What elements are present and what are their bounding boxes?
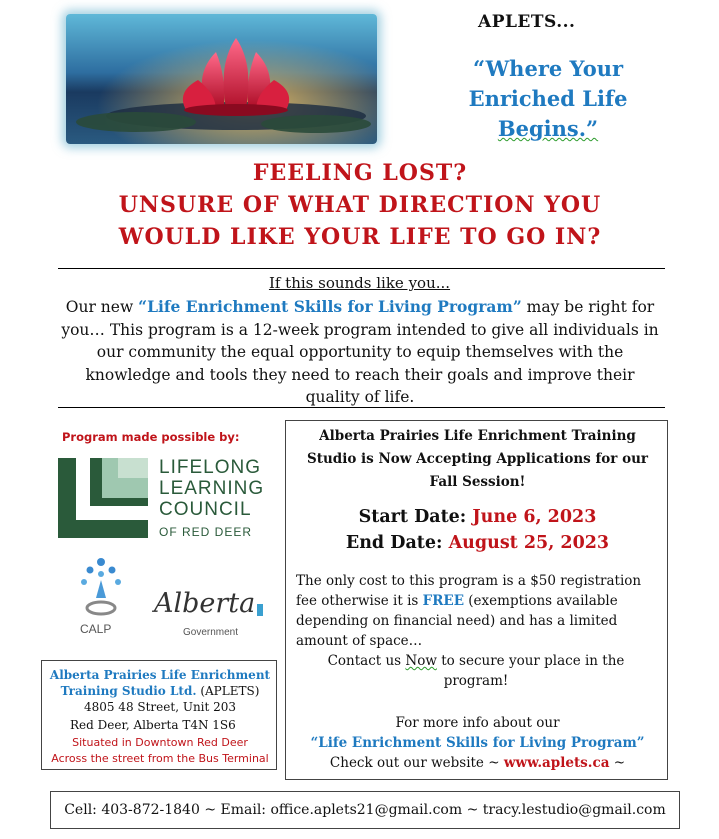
contact-text: Contact us Now to secure your place in the program!	[327, 653, 625, 689]
location-note: Across the street from the Bus Terminal	[51, 752, 269, 765]
headline-line: WOULD LIKE YOUR LIFE TO GO IN?	[118, 224, 602, 250]
sponsor-label: Program made possible by:	[62, 430, 240, 444]
divider	[58, 407, 665, 408]
info-heading: Alberta Prairies Life Enrichment Training Studio is Now Accepting Applications for our Fall Session!	[306, 428, 649, 490]
tagline-line: “Where Your	[472, 56, 624, 81]
alberta-logo: Alberta	[154, 588, 256, 619]
llc-line: LIFELONG	[159, 457, 261, 478]
org-name: Alberta Prairies Life Enrichment	[49, 668, 271, 682]
headline-line: UNSURE OF WHAT DIRECTION YOU	[118, 192, 602, 218]
headline-line: FEELING LOST?	[252, 160, 468, 186]
alberta-logo-mark	[257, 604, 263, 616]
brand-name: APLETS...	[478, 12, 576, 32]
tagline-line: Enriched Life	[468, 86, 628, 111]
info-box	[285, 420, 668, 780]
llc-line: LEARNING	[159, 478, 265, 499]
start-date: Start Date: June 6, 2023	[358, 507, 597, 527]
intro-body: Our new “Life Enrichment Skills for Living Program” may be right for you… This program is a 12-week program intended to give all individuals in our community the equal opportunity to equip themselves with the knowledge and tools they need to reach their goals and improve their quality of life.	[61, 297, 659, 406]
tagline-line: Begins.”	[497, 116, 599, 141]
llc-line: OF RED DEER	[159, 525, 253, 539]
alberta-gov-label: Government	[183, 627, 239, 638]
llc-line: COUNCIL	[159, 499, 252, 520]
lotus-flower-image	[66, 14, 377, 144]
divider	[58, 268, 665, 269]
cost-text: The only cost to this program is a $50 registration fee otherwise it is FREE (exemptions available depending on financial need) and has a limited amount of space…	[296, 573, 642, 649]
contact-footer: Cell: 403-872-1840 ~ Email: office.aplets21@gmail.com ~ tracy.lestudio@gmail.com	[50, 791, 680, 829]
street-address: 4805 48 Street, Unit 203	[83, 700, 237, 714]
intro-lead: If this sounds like you...	[268, 274, 451, 292]
address-box	[41, 660, 277, 770]
website-link[interactable]: www.aplets.ca	[503, 755, 610, 771]
program-name: “Life Enrichment Skills for Living Program”	[138, 297, 522, 316]
city-address: Red Deer, Alberta T4N 1S6	[70, 718, 236, 732]
org-name: Training Studio Ltd. (APLETS)	[60, 684, 260, 698]
program-name: “Life Enrichment Skills for Living Program”	[310, 735, 645, 751]
tagline	[440, 54, 656, 144]
end-date: End Date: August 25, 2023	[345, 533, 610, 553]
llc-logo	[58, 458, 278, 540]
location-note: Situated in Downtown Red Deer	[72, 736, 248, 749]
more-info-text: For more info about our “Life Enrichment Skills for Living Program” Check out our website ~ www.aplets.ca ~	[286, 713, 669, 773]
calp-label: CALP	[80, 622, 112, 636]
